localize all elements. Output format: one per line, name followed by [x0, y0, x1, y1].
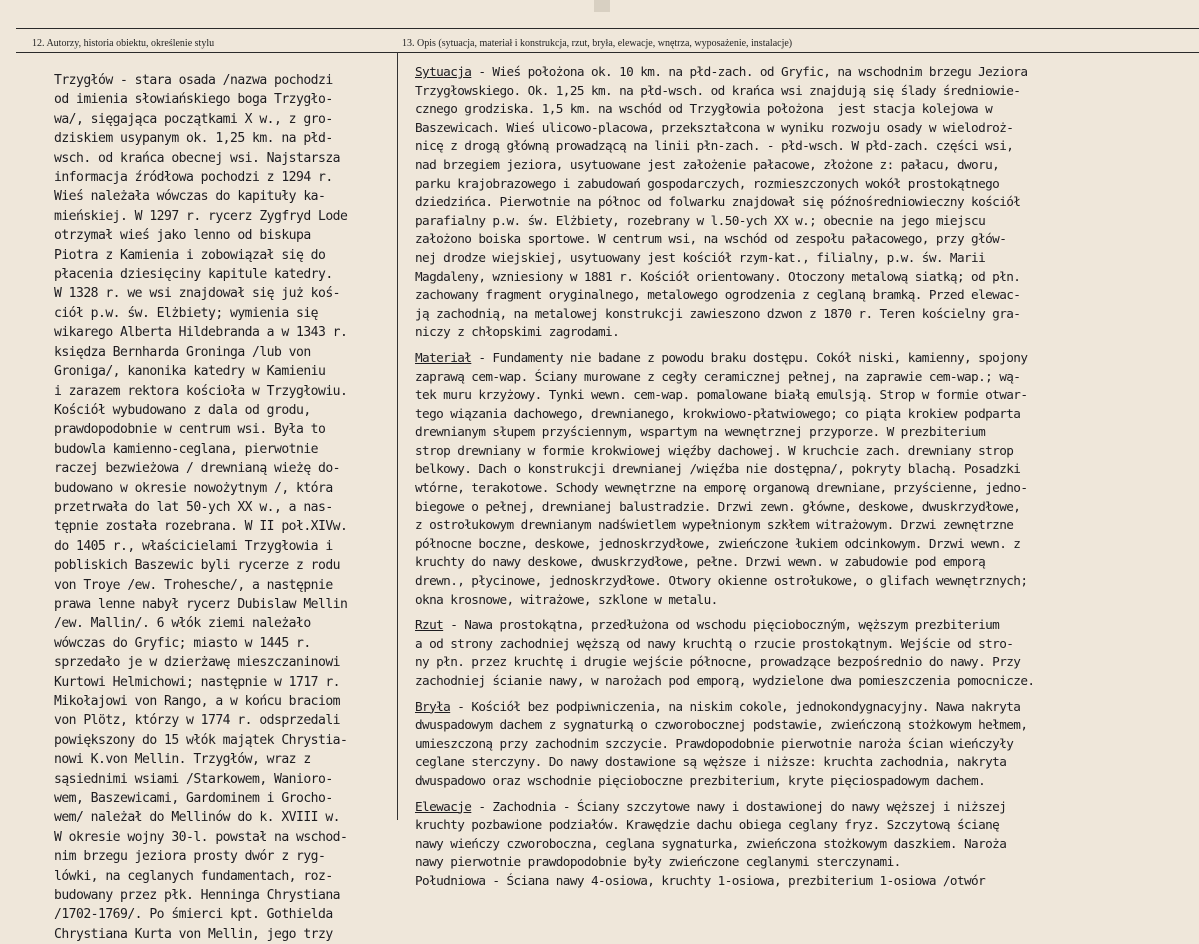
section-line: kruchty do nawy deskowe, dwuskrzydłowe, pełne. Drzwi wewn. w zabudowie pod emporą [415, 554, 986, 570]
history-line: księdza Bernharda Groninga /lub von [54, 344, 311, 360]
section-line: kruchty pozbawione podziałów. Krawędzie dachu obiega ceglany fryz. Szczytową ścianę [415, 817, 1000, 833]
history-line: sprzedało je w dzierżawę mieszczaninowi [54, 655, 340, 671]
history-line: Wieś należała wówczas do kapituły ka- [54, 189, 326, 205]
history-line: prawa lenne nabył rycerz Dubislaw Mellin [54, 596, 348, 612]
history-line: przetrwała do lat 50-ych XX w., a nas- [54, 499, 333, 515]
history-line: Piotra z Kamienia i zobowiązał się do [54, 247, 326, 263]
section-first-line [415, 349, 1185, 368]
history-line: W okresie wojny 30-l. powstał na wschod- [54, 829, 348, 845]
history-line: tępnie została rozebrana. W II poł.XIVw. [54, 519, 348, 535]
history-line: /ew. Mallin/. 6 włók ziemi należało [54, 616, 311, 632]
history-text [54, 71, 384, 944]
section-line: wtórne, terakotowe. Schody wewnętrzne na emporę organową drewniane, przyścienne, jedno- [415, 480, 1028, 496]
history-line: pobliskich Baszewic byli rycerze z rodu [54, 558, 340, 574]
section-heading: Rzut [415, 617, 444, 633]
section-first-line [415, 698, 1185, 717]
section-line: zachowany fragment oryginalnego, metalowego ogrodzenia z ceglaną bramką. Przed elewac- [415, 287, 1021, 303]
section-line-text: - Kościół bez podpiwniczenia, na niskim cokole, jednokondygnacyjny. Nawa nakryta [450, 698, 1021, 714]
section-line: parku krajobrazowego i zabudowań gospodarczych, rozmieszczonych wokół prostokątnego [415, 175, 1000, 191]
history-line: wsch. od krańca obecnej wsi. Najstarsza [54, 150, 340, 166]
history-line: od imienia słowiańskiego boga Trzygło- [54, 92, 333, 108]
section-line-text: - Zachodnia - Ściany szczytowe nawy i dostawionej do nawy węższej i niższej [471, 798, 1007, 814]
history-line: sąsiednimi wsiami /Starkowem, Wanioro- [54, 771, 333, 787]
section-line: Magdaleny, wzniesiony w 1881 r. Kościół orientowany. Otoczony metalową siatką; od płn. [415, 268, 1021, 284]
section-line: założono boiska sportowe. W centrum wsi, na wschód od zespołu pałacowego, przy głów- [415, 231, 1007, 247]
history-line: Mikołajowi von Rango, a w końcu braciom [54, 694, 340, 709]
column-divider [397, 52, 398, 820]
history-line: otrzymał wieś jako lenno od biskupa [54, 228, 311, 244]
section-line: nicę z drogą główną prowadzącą na linii płn-zach. - płd-wsch. W płd-zach. części wsi, [415, 138, 1014, 154]
history-line: /1702-1769/. Po śmierci kpt. Gothielda [54, 907, 333, 923]
history-line: nim brzegu jeziora prosty dwór z ryg- [54, 849, 326, 865]
section-line: parafialny p.w. św. Elżbiety, rozebrany w l.50-ych XX w.; obecnie na jego miejscu [415, 212, 986, 228]
section-line: dwuspadowo oraz wschodnie pięcioboczne prezbiterium, kryte pięciospadowym dachem. [415, 772, 986, 788]
history-line: wikarego Alberta Hildebranda a w 1343 r. [54, 325, 348, 341]
history-line: Groniga/, kanonika katedry w Kamieniu [54, 364, 326, 380]
section-heading: Sytuacja [415, 64, 472, 79]
section-line: drewn., płycinowe, jednoskrzydłowe. Otwory okienne ostrołukowe, o glifach wewnętrznych; [415, 573, 1028, 589]
section-line: ceglane sterczyny. Do nawy dostawione są węższe i niższe: kruchta zachodnia, nakryta [415, 754, 1007, 770]
section-line: nawy wieńczy czworoboczna, ceglana sygnaturka, zwieńczona stożkowym daszkiem. Naroża [415, 835, 1007, 851]
section-line-text: - Nawa prostokątna, przedłużona od wschodu pięcioboczným, węższym prezbiterium [443, 617, 1000, 633]
description-section-bryła [415, 698, 1185, 791]
history-line: Kościół wybudowano z dala od grodu, [54, 402, 311, 418]
history-line: ciół p.w. św. Elżbiety; wymienia się [54, 305, 318, 321]
history-line: wem, Baszewicami, Gardominem i Grocho- [54, 791, 333, 807]
history-line: raczej bezwieżowa / drewnianą wieżę do- [54, 461, 340, 477]
history-line: wówczas do Gryfic; miasto w 1445 r. [54, 635, 311, 651]
section-line: nawy pierwotnie prawdopodobnie były zwieńczone ceglanymi sterczynami. [415, 854, 901, 870]
section-line: Baszewicach. Wieś ulicowo-placowa, przekształcona w wyniku rozwoju osady w wielodroż- [415, 119, 1014, 135]
section-line: Południowa - Ściana nawy 4-osiowa, kruchty 1-osiowa, prezbiterium 1-osiowa /otwór [415, 872, 986, 888]
section-line: zachodniej ścianie nawy, w narożach pod emporą, wydzielone dwa pomieszczenia pomocnicze. [415, 673, 1035, 688]
history-line: i zarazem rektora kościoła w Trzygłowiu. [54, 383, 348, 399]
section-line: niczy z chłopskimi zagrodami. [415, 324, 620, 340]
description-section-materiał [415, 349, 1185, 609]
history-line: budowany przez płk. Henninga Chrystiana [54, 888, 340, 904]
section-line: nad brzegiem jeziora, usytuowane jest założenie pałacowe, złożone z: pałacu, dworu, [415, 156, 1000, 172]
history-line: dziskiem usypanym ok. 1,25 km. na płd- [54, 131, 333, 147]
section-line: belkowy. Dach o konstrukcji drewnianej /więźba nie dostępna/, pokryty blachą. Posadzki [415, 461, 1021, 477]
section-line: z ostrołukowym drewnianym nadświetlem wypełnionym szkłem witrażowym. Drzwi zewnętrzne [415, 517, 1014, 533]
section-line: drewnianym słupem przyściennym, wspartym na wewnętrznej przyporze. W prezbiterium [415, 424, 986, 440]
history-line: mieńskiej. W 1297 r. rycerz Zygfryd Lode [54, 208, 348, 224]
section-line: umieszczoną przy zachodnim szczycie. Prawdopodobnie pierwotnie naroża ścian wieńczyły [415, 735, 1014, 751]
section-line: dziedzińca. Pierwotnie na północ od folwarku znajdował się późnośredniowieczny kościół [415, 194, 1021, 210]
history-column-header: 12. Autorzy, historia obiektu, określenie stylu [32, 38, 215, 49]
history-line: budowano w okresie nowożytnym /, która [54, 480, 333, 496]
description-text [415, 63, 1185, 898]
section-line: a od strony zachodniej węższą od nawy kruchtą o rzucie prostokątnym. Wejście od stro- [415, 635, 1014, 651]
history-line: Trzygłów - stara osada /nazwa pochodzi [54, 73, 333, 88]
section-line: Trzygłowskiego. Ok. 1,25 km. na płd-wsch. od krańca wsi znajdują się ślady średniowie- [415, 82, 1021, 98]
history-line: płacenia dziesięciny kapitule katedry. [54, 267, 333, 283]
history-line: von Plötz, którzy w 1774 r. odsprzedali [54, 713, 340, 729]
history-line: Chrystiana Kurta von Mellin, jego trzy [54, 926, 333, 942]
description-section-rzut [415, 616, 1185, 690]
history-line: W 1328 r. we wsi znajdował się już koś- [54, 286, 340, 302]
history-line: wa/, sięgająca początkami X w., z gro- [54, 111, 333, 127]
history-line: powiększony do 15 włók majątek Chrystia- [54, 732, 348, 748]
section-line-text: - Wieś położona ok. 10 km. na płd-zach. od Gryfic, na wschodnim brzegu Jeziora [471, 64, 1028, 79]
section-heading: Elewacje [415, 798, 472, 814]
history-line: prawdopodobnie w centrum wsi. Była to [54, 422, 326, 438]
section-line: biegowe o pełnej, drewnianej balustradzie. Drzwi zewn. główne, deskowe, dwuskrzydłowe, [415, 498, 1021, 514]
history-line: lówki, na ceglanych fundamentach, roz- [54, 868, 333, 884]
history-line: nowi K.von Mellin. Trzygłów, wraz z [54, 752, 311, 768]
section-line: ją zachodnią, na metalowej konstrukcji zawieszono dzwon z 1870 r. Teren kościelny gra- [415, 305, 1021, 321]
section-first-line [415, 616, 1185, 635]
paper-edge-mark [594, 0, 610, 12]
header-rule [16, 52, 1199, 53]
section-line: tego wiązania dachowego, drewnianego, krokwiowo-płatwiowego; co piąta krokiew podparta [415, 405, 1021, 421]
section-first-line [415, 63, 1185, 82]
history-line: Kurtowi Helmichowi; następnie w 1717 r. [54, 674, 340, 690]
history-line: von Troye /ew. Trohesche/, a następnie [54, 577, 333, 593]
section-line: cznego grodziska. 1,5 km. na wschód od Trzygłowia położona jest stacja kolejowa w [415, 101, 993, 117]
description-section-sytuacja [415, 63, 1185, 342]
section-first-line [415, 798, 1185, 817]
history-line: informacja źródłowa pochodzi z 1294 r. [54, 170, 333, 186]
history-line: budowla kamienno-ceglana, pierwotnie [54, 441, 318, 457]
section-line: dwuspadowym dachem z sygnaturką o czworobocznej podstawie, zwieńczoną stożkowym hełmem, [415, 717, 1028, 733]
section-line: okna krosnowe, witrażowe, szklone w metalu. [415, 591, 718, 607]
history-line: do 1405 r., właścicielami Trzygłowia i [54, 538, 333, 554]
section-line: północne boczne, deskowe, jednoskrzydłowe, zwieńczone łukiem odcinkowym. Drzwi wewn. z [415, 535, 1021, 551]
top-rule [16, 28, 1199, 29]
history-line: wem/ należał do Mellinów do k. XVIII w. [54, 810, 340, 826]
section-line: zaprawą cem-wap. Ściany murowane z cegły ceramicznej pełnej, na zaprawie cem-wap.; wą- [415, 368, 1021, 384]
section-heading: Bryła [415, 698, 451, 714]
section-line: tek muru krzyżowy. Tynki wewn. cem-wap. pomalowane białą emulsją. Strop w formie otwar- [415, 387, 1028, 403]
section-heading: Materiał [415, 349, 472, 365]
section-line: ny płn. przez kruchtę i drugie wejście północne, prowadzące bezpośrednio do nawy. Przy [415, 654, 1021, 670]
section-line: nej drodze wiejskiej, usytuowany jest kościół rzym-kat., filialny, p.w. św. Marii [415, 249, 986, 265]
section-line: strop drewniany w formie krokwiowej więźby dachowej. W kruchcie zach. drewniany strop [415, 442, 1014, 458]
section-line-text: - Fundamenty nie badane z powodu braku dostępu. Cokół niski, kamienny, spojony [471, 349, 1028, 365]
description-column-header: 13. Opis (sytuacja, materiał i konstrukcja, rzut, bryła, elewacje, wnętrza, wyposażenie, instalacje) [402, 38, 793, 49]
description-section-elewacje [415, 798, 1185, 891]
